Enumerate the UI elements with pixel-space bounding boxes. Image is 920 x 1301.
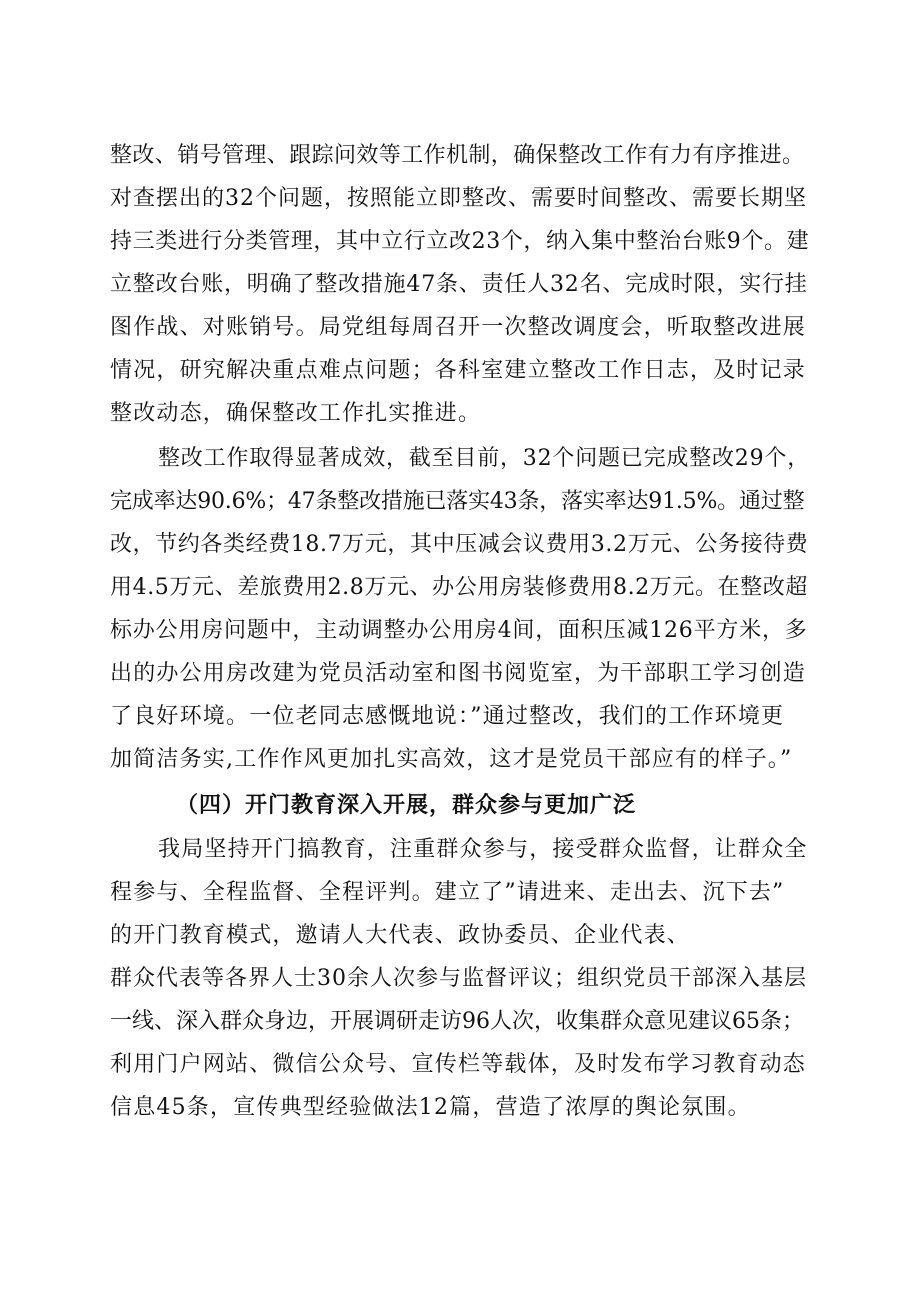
text-line: 标办公用房问题中，主动调整办公用房4间，面积压减126平方米，多	[110, 618, 808, 643]
text-line: 整改动态，确保整改工作扎实推进。	[110, 401, 482, 426]
text-line: 群众代表等各界人士30余人次参与监督评议；组织党员干部深入基层	[110, 966, 807, 991]
section-heading: （四）开门教育深入开展，群众参与更加广泛	[176, 792, 637, 818]
text-line: 用4.5万元、差旅费用2.8万元、办公用房装修费用8.2万元。在整改超	[110, 575, 808, 600]
text-line: 我局坚持开门搞教育，注重群众参与，接受群众监督，让群众全	[158, 837, 808, 862]
text-line: 立整改台账，明确了整改措施47条、责任人32名、完成时限，实行挂	[110, 272, 808, 297]
text-line: 整改工作取得显著成效，截至目前，32个问题已完成整改29个，	[158, 446, 810, 471]
text-line: 信息45条，宣传典型经验做法12篇，营造了浓厚的舆论氛围。	[110, 1095, 751, 1120]
text-line: 图作战、对账销号。局党组每周召开一次整改调度会，听取整改进展	[110, 315, 807, 340]
text-line: 一线、深入群众身边，开展调研走访96人次，收集群众意见建议65条；	[110, 1009, 804, 1034]
text-line: 对查摆出的32个问题，按照能立即整改、需要时间整改、需要长期坚	[110, 186, 807, 211]
text-line: 了良好环境。一位老同志感慨地说：”通过整改，我们的工作环境更	[110, 704, 785, 729]
text-line: 利用门户网站、微信公众号、宣传栏等载体，及时发布学习教育动态	[110, 1052, 807, 1077]
text-line: 程参与、全程监督、全程评判。建立了”请进来、走出去、沉下去”	[110, 880, 785, 905]
text-line: 情况，研究解决重点难点问题；各科室建立整改工作日志，及时记录	[110, 358, 807, 383]
text-line: 持三类进行分类管理，其中立行立改23个，纳入集中整治台账9个。建	[110, 229, 810, 254]
text-line: 整改、销号管理、跟踪问效等工作机制，确保整改工作有力有序推进。	[110, 143, 805, 168]
text-line: 改，节约各类经费18.7万元，其中压减会议费用3.2万元、公务接待费	[110, 532, 809, 557]
text-line: 出的办公用房改建为党员活动室和图书阅览室，为干部职工学习创造	[110, 661, 807, 686]
text-line: 完成率达90.6%；47条整改措施已落实43条，落实率达91.5%。通过整	[110, 489, 805, 514]
text-line: 的开门教育模式，邀请人大代表、政协委员、企业代表、	[110, 923, 691, 948]
text-line: 加简洁务实,工作作风更加扎实高效，这才是党员干部应有的样子。”	[110, 747, 793, 772]
